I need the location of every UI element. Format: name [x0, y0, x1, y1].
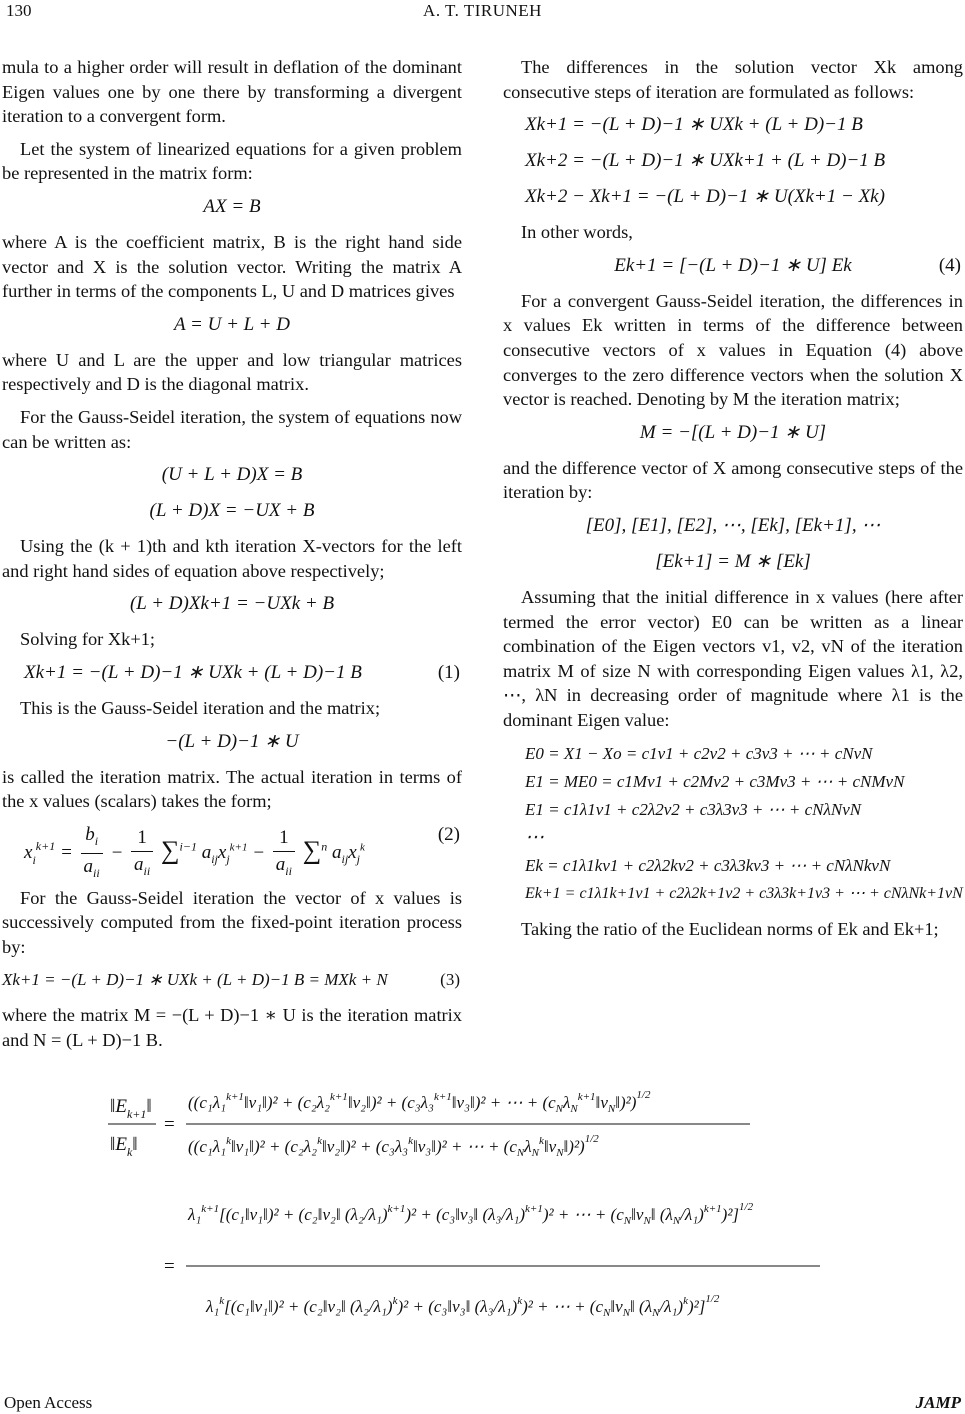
- equation-3: Xk+1 = −(L + D)−1 ∗ UXk + (L + D)−1 B = MXk + N (3): [2, 970, 460, 990]
- paragraph: Taking the ratio of the Euclidean norms of Ek and Ek+1;: [521, 918, 939, 939]
- equation: Ek+1 = c1λ1k+1v1 + c2λ2k+1v2 + c3λ3k+1v3 + ⋯ + cNλNk+1vN: [525, 884, 963, 902]
- page-number: 130: [6, 1, 32, 20]
- equation-2: $x_i^{k+1}$ = $\frac{b_i}{a_{ii}}$ − $\frac{1}{a_{ii}}$ ∑$^{i-1}$ $a_{ij}x_j^{k+1}$ − $\frac{1}{a_{ii}}$ ∑$^n$ $a_{ij}x_j^k$ (2): [24, 823, 460, 881]
- equation: Xk+2 = −(L + D)−1 ∗ UXk+1 + (L + D)−1 B: [525, 150, 886, 172]
- equation: (L + D)X = −UX + B: [149, 500, 315, 522]
- paragraph: where the matrix M = −(L + D)−1 ∗ U is the iteration matrix and N = (L + D)−1 B.: [2, 1005, 462, 1051]
- paragraph: is called the iteration matrix. The actual iteration in terms of the x values (scalars) takes the form;: [2, 766, 462, 812]
- paragraph: For the Gauss-Seidel iteration, the system of equations now can be written as:: [2, 406, 462, 452]
- paragraph: The differences in the solution vector Xk among consecutive steps of iteration are formulated as follows:: [503, 57, 963, 102]
- right-column: [503, 55, 963, 949]
- paragraph: For the Gauss-Seidel iteration the vector of x values is successively computed from the fixed-point iteration process by:: [2, 887, 462, 957]
- paragraph: and the difference vector of X among consecutive steps of the iteration by:: [503, 457, 963, 503]
- equation: Xk+1 = −(L + D)−1 ∗ UXk + (L + D)−1 B: [525, 114, 863, 136]
- svg-text:‖Ek+1‖: $‖E_{k+1}‖$: [110, 1096, 152, 1121]
- svg-text:=: =: [164, 1114, 175, 1135]
- equation: ⋯: [525, 826, 544, 848]
- equation: E0 = X1 − Xo = c1v1 + c2v2 + c3v3 + ⋯ + cNvN: [525, 743, 873, 763]
- paragraph: This is the Gauss-Seidel iteration and the matrix;: [20, 697, 381, 718]
- svg-text:((c₁λ₁k+1‖v₁‖)² + (c₂λ₂k+1‖v₂‖: ((c₁λ₁$^{k+1}$‖v₁‖)² + (c₂λ₂$^{k+1}$‖v₂‖)² + (c₃λ₃$^{k+1}$‖v₃‖)² + ⋯ + $(c_N\lambda_N^{k+1}‖v_N‖)^2)^{1/2}$: [188, 1089, 651, 1115]
- equation: Xk+2 − Xk+1 = −(L + D)−1 ∗ U(Xk+1 − Xk): [525, 186, 885, 208]
- equation: E1 = ME0 = c1Mv1 + c2Mv2 + c3Mv3 + ⋯ + cNMvN: [525, 771, 905, 791]
- paragraph: Let the system of linearized equations for a given problem be represented in the matrix form:: [2, 138, 462, 184]
- equation: E1 = c1λ1v1 + c2λ2v2 + c3λ3v3 + ⋯ + cNλNvN: [525, 799, 862, 819]
- paragraph: For a convergent Gauss-Seidel iteration, the differences in x values Ek written in terms of the difference between consecutive vectors of x values in Equation (4) above converges to the zero difference vectors when the solution X vector is reached. Denoting by M the iteration matrix;: [503, 290, 963, 410]
- equation: Ek = c1λ1kv1 + c2λ2kv2 + c3λ3kv3 + ⋯ + cNλNkvN: [525, 855, 891, 875]
- equation: [Ek+1] = M ∗ [Ek]: [655, 550, 811, 572]
- footer-left: Open Access: [4, 1393, 93, 1412]
- paragraph: where A is the coefficient matrix, B is the right hand side vector and X is the solution vector. Writing the matrix A further in terms of the components L, U and D matrices gives: [2, 231, 462, 302]
- paragraph: where U and L are the upper and low triangular matrices respectively and D is the diagonal matrix.: [2, 349, 462, 395]
- paragraph: Assuming that the initial difference in x values (here after termed the error vector) E0 can be written as a linear combination of the Eigen vectors v1, v2, vN of the iteration matrix M of size N with corresponding Eigen values λ1, λ2, ⋯, λN in decreasing order of magnitude where λ1 is the dominant Eigen value:: [503, 586, 963, 730]
- equation: [E0], [E1], [E2], ⋯, [Ek], [Ek+1], ⋯: [585, 514, 881, 536]
- equation: AX = B: [203, 195, 261, 217]
- paragraph: In other words,: [521, 222, 633, 243]
- equation-4: Ek+1 = [−(L + D)−1 ∗ U] Ek (4): [614, 254, 961, 276]
- svg-text:λ₁k[(c₁‖v₁‖)² + (c₂‖v₂‖ (λ₂/λ₁: λ₁$^k$[(c₁‖v₁‖)² + (c₂‖v₂‖ $(\lambda_2/\lambda_1)^k)^2$ + (c₃‖v₃‖ $(\lambda_3/\lambda_1)^k)^2$ + ⋯ + ($c_N‖v_N‖$ $(\lambda_N/\lambda_1)^k)^2]^{1/2}$: [206, 1293, 720, 1319]
- svg-text:λ₁k+1[(c₁‖v₁‖)² + (c₂‖v₂‖ (λ₂/: λ₁$^{k+1}$[(c₁‖v₁‖)² + (c₂‖v₂‖ $(\lambda_2/\lambda_1)^{k+1})^2$ + (c₃‖v₃‖ $(\lambda_3/\lambda_1)^{k+1})^2$ + ⋯ + ($c_N‖v_N‖$ $(\lambda_N/\lambda_1)^{k+1})^2]^{1/2}$: [188, 1201, 754, 1227]
- svg-text:‖Ek‖: $‖E_k‖$: [110, 1134, 138, 1159]
- equation-1: Xk+1 = −(L + D)−1 ∗ UXk + (L + D)−1 B (1): [24, 661, 460, 683]
- page-header: [0, 0, 965, 30]
- equation: M = −[(L + D)−1 ∗ U]: [639, 421, 827, 443]
- running-title: A. T. TIRUNEH: [423, 1, 542, 20]
- svg-text:((c₁λ₁k‖v₁‖)² + (c₂λ₂k‖v₂‖)² +: ((c₁λ₁$^k$‖v₁‖)² + (c₂λ₂$^k$‖v₂‖)² + (c₃λ₃$^k$‖v₃‖)² + ⋯ + $(c_N\lambda_N^k‖v_N‖)^2)^{1/2}$: [188, 1133, 599, 1159]
- equation: (L + D)Xk+1 = −UXk + B: [129, 593, 335, 615]
- equation: −(L + D)−1 ∗ U: [165, 730, 299, 752]
- equation: A = U + L + D: [174, 313, 290, 335]
- left-column: [2, 55, 462, 1061]
- norm-ratio-equation: [100, 1080, 860, 1370]
- svg-text:=: =: [164, 1256, 175, 1277]
- footer-journal: JAMP: [915, 1393, 961, 1412]
- paragraph: Solving for Xk+1;: [20, 629, 156, 650]
- paragraph: Using the (k + 1)th and kth iteration X-vectors for the left and right hand sides of equation above respectively;: [2, 536, 462, 581]
- paragraph: mula to a higher order will result in deflation of the dominant Eigen values one by one there by transforming a divergent iteration to a convergent form.: [2, 57, 462, 127]
- equation: (U + L + D)X = B: [161, 464, 303, 486]
